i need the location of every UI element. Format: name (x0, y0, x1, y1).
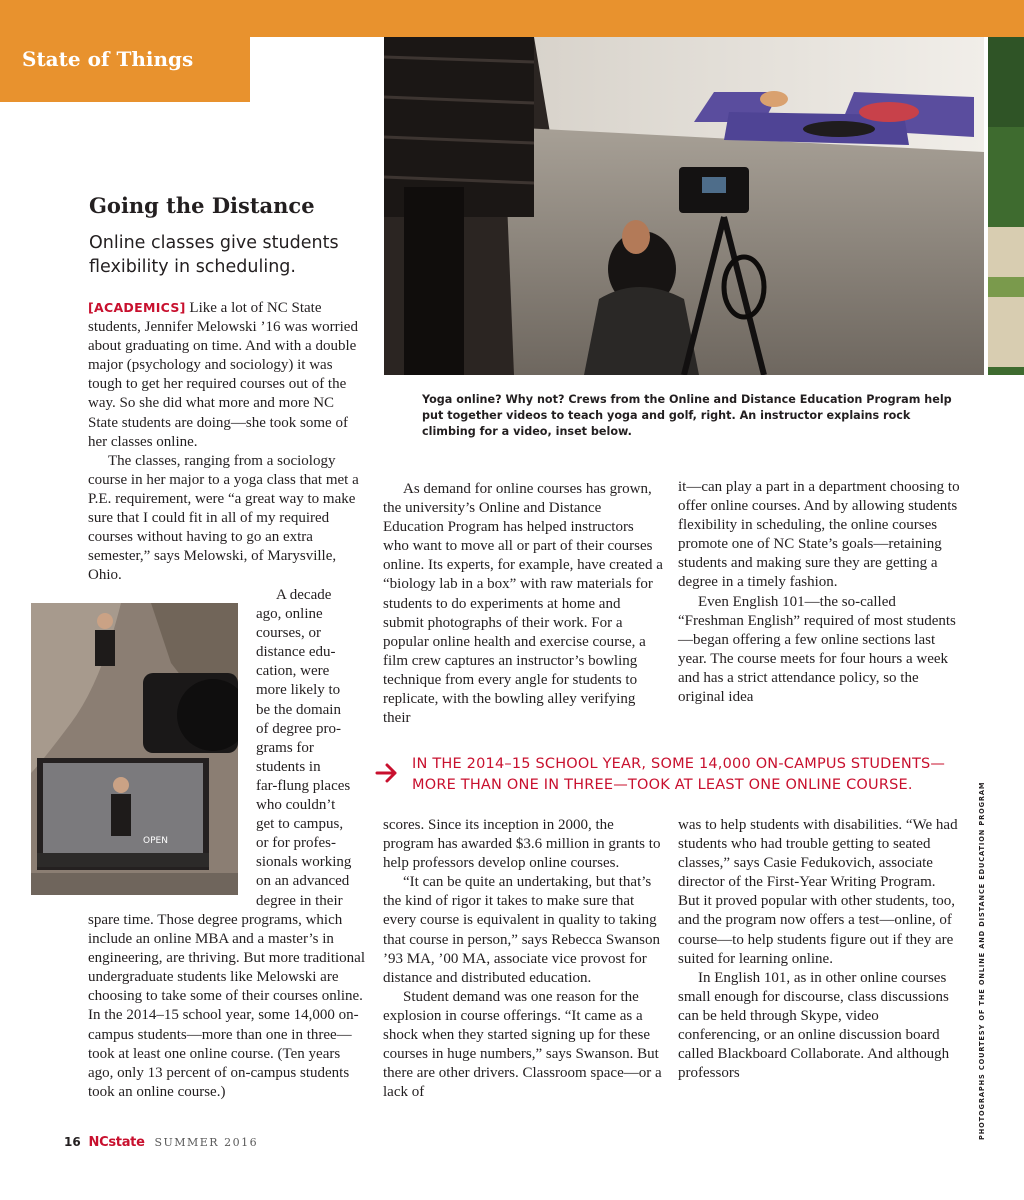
column-1-bottom (88, 911, 368, 1102)
column-1-wrap (256, 586, 366, 911)
column-2-top (383, 480, 663, 728)
wrap-line: get to campus, (256, 816, 344, 833)
arrow-right-icon (375, 760, 401, 786)
article-deck: Online classes give students flexibility in scheduling. (89, 233, 339, 277)
wrap-line: cation, were (256, 663, 330, 680)
rock-climbing-inset-photo (31, 603, 238, 895)
yoga-video-photo (384, 37, 984, 375)
column-2-bottom (383, 816, 663, 1102)
photo-caption: Yoga online? Why not? Crews from the Online and Distance Education Program help put together videos to teach yoga and golf, right. An instructor explains rock climbing for a video, inset below. (422, 393, 952, 438)
wrap-line: of degree pro- (256, 720, 341, 737)
camera-viewfinder-scene (31, 603, 238, 895)
section-tag: [ACADEMICS] (88, 300, 186, 315)
wrap-line: students in (256, 758, 321, 775)
pull-quote: IN THE 2014–15 SCHOOL YEAR, SOME 14,000 ON-CAMPUS STUDENTS— MORE THAN ONE IN THREE—TOOK AT LEAST ONE ONLINE COURSE. (412, 756, 946, 793)
wrap-line: A decade (276, 587, 332, 603)
yoga-studio-scene (384, 37, 984, 375)
golf-photo (988, 37, 1024, 375)
degree-abbrev: MA (406, 950, 431, 967)
paragraph: As demand for online courses has grown, the university’s Online and Distance Education Program has helped instructors who want to move all or part of their courses online. Its experts, for example, have created a “biology lab in a box” with raw materials for students to do experiments at home and submit photographs of their work. For a popular online health and exercise course, a film crew captures an instructor’s bowling technique from every angle for students to replicate, with the bowling alley verifying their (383, 481, 663, 727)
wrap-line: distance edu- (256, 644, 336, 661)
wrap-line: courses, or (256, 625, 321, 642)
viewfinder-label: OPEN (143, 836, 168, 846)
wrap-line: more likely to (256, 682, 341, 699)
wrap-line: be the domain (256, 701, 341, 718)
paragraph: was to help students with disabilities. “We had students who had trouble getting to seated classes,” says Casie Fedukovich, associate director of the First-Year Writing Program. But it proved popular with other students, too, and the program now offers a test—online, of course—to help students figure out if they are suited for learning online. (678, 817, 958, 967)
text-run: , associate vice provost for distance and distributed education. (383, 950, 647, 986)
page-number: 16 (64, 1135, 81, 1149)
lead-text: Like a lot of NC State students, Jennifer Melowski ’16 was worried about graduating on time. And with a double major (psychology and sociology) it was tough to get her required courses out of the way. So she did what more and more NC State students are doing—she took some of her classes online. (88, 300, 358, 450)
header-band (0, 0, 1024, 37)
page-folio (64, 1135, 258, 1150)
paragraph (383, 873, 663, 988)
paragraph: it—can play a part in a department choosing to offer online courses. And by allowing students flexibility in scheduling, the online courses promote one of NC State’s goals—retaining students and making sure they are getting a degree in a timely fashion. (678, 479, 960, 591)
wrap-line: or for profes- (256, 835, 336, 852)
paragraph: In English 101, as in other online courses small enough for discourse, class discussions can be held through Skype, video conferencing, or an online discussion board called Blackboard Collaborate. And although professors (678, 969, 950, 1082)
wrap-line: degree in their (256, 892, 343, 909)
wrap-line: who couldn’t (256, 797, 336, 814)
wrap-line: grams for (256, 739, 314, 756)
column-1-top (88, 298, 360, 585)
text-run: “It can be quite an undertaking, but that’s the kind of rigor it takes to make sure that every course is equivalent in quality to taking that course in person,” says Rebecca Swanson ’93 (383, 874, 661, 967)
wrap-line: on an advanced (256, 873, 350, 890)
golf-course-scene (988, 37, 1024, 375)
wrap-line: sionals working (256, 854, 352, 871)
paragraph: spare time. Those degree programs, which include an online MBA and a master’s in engineering, are thriving. But more traditional undergraduate students like Melowski are choosing to take some of their courses online. In the 2014–15 school year, some 14,000 on-campus students—more than one in three—took at least one online course. (Ten years ago, only 13 percent of on-campus students took an online course.) (88, 912, 366, 1100)
degree-abbrev: MA (462, 950, 487, 967)
column-3-top (678, 478, 960, 707)
text-run: , ’00 (430, 950, 463, 967)
paragraph: Student demand was one reason for the explosion in course offerings. “It came as a shock when they started signing up for these courses in huge numbers,” says Swanson. But there are other drivers. Classroom space—or a lack of (383, 988, 662, 1101)
magazine-logo: NCstate (88, 1135, 145, 1150)
photo-credit: PHOTOGRAPHS COURTESY OF THE ONLINE AND DISTANCE EDUCATION PROGRAM (978, 781, 986, 1140)
issue-date: SUMMER 2016 (154, 1136, 259, 1149)
column-3-bottom (678, 816, 960, 1083)
paragraph: scores. Since its inception in 2000, the program has awarded $3.6 million in grants to help professors develop online courses. (383, 817, 661, 872)
section-title: State of Things (22, 47, 194, 71)
paragraph: Even English 101—the so-called “Freshman English” required of most students—began offering a few online sections last year. The course meets for four hours a week and has a strict attendance policy, so the original idea (678, 593, 956, 706)
article-headline: Going the Distance (89, 193, 315, 218)
lead-paragraph (88, 298, 360, 452)
paragraph: The classes, ranging from a sociology course in her major to a yoga class that met a P.E. requirement, were “a great way to make sure that I could fit in all of my required courses without having to go an extra semester,” says Melowski, of Marysville, Ohio. (88, 452, 359, 584)
section-tab (0, 37, 250, 102)
wrap-line: far-flung places (256, 777, 351, 794)
wrap-line: ago, online (256, 606, 323, 623)
